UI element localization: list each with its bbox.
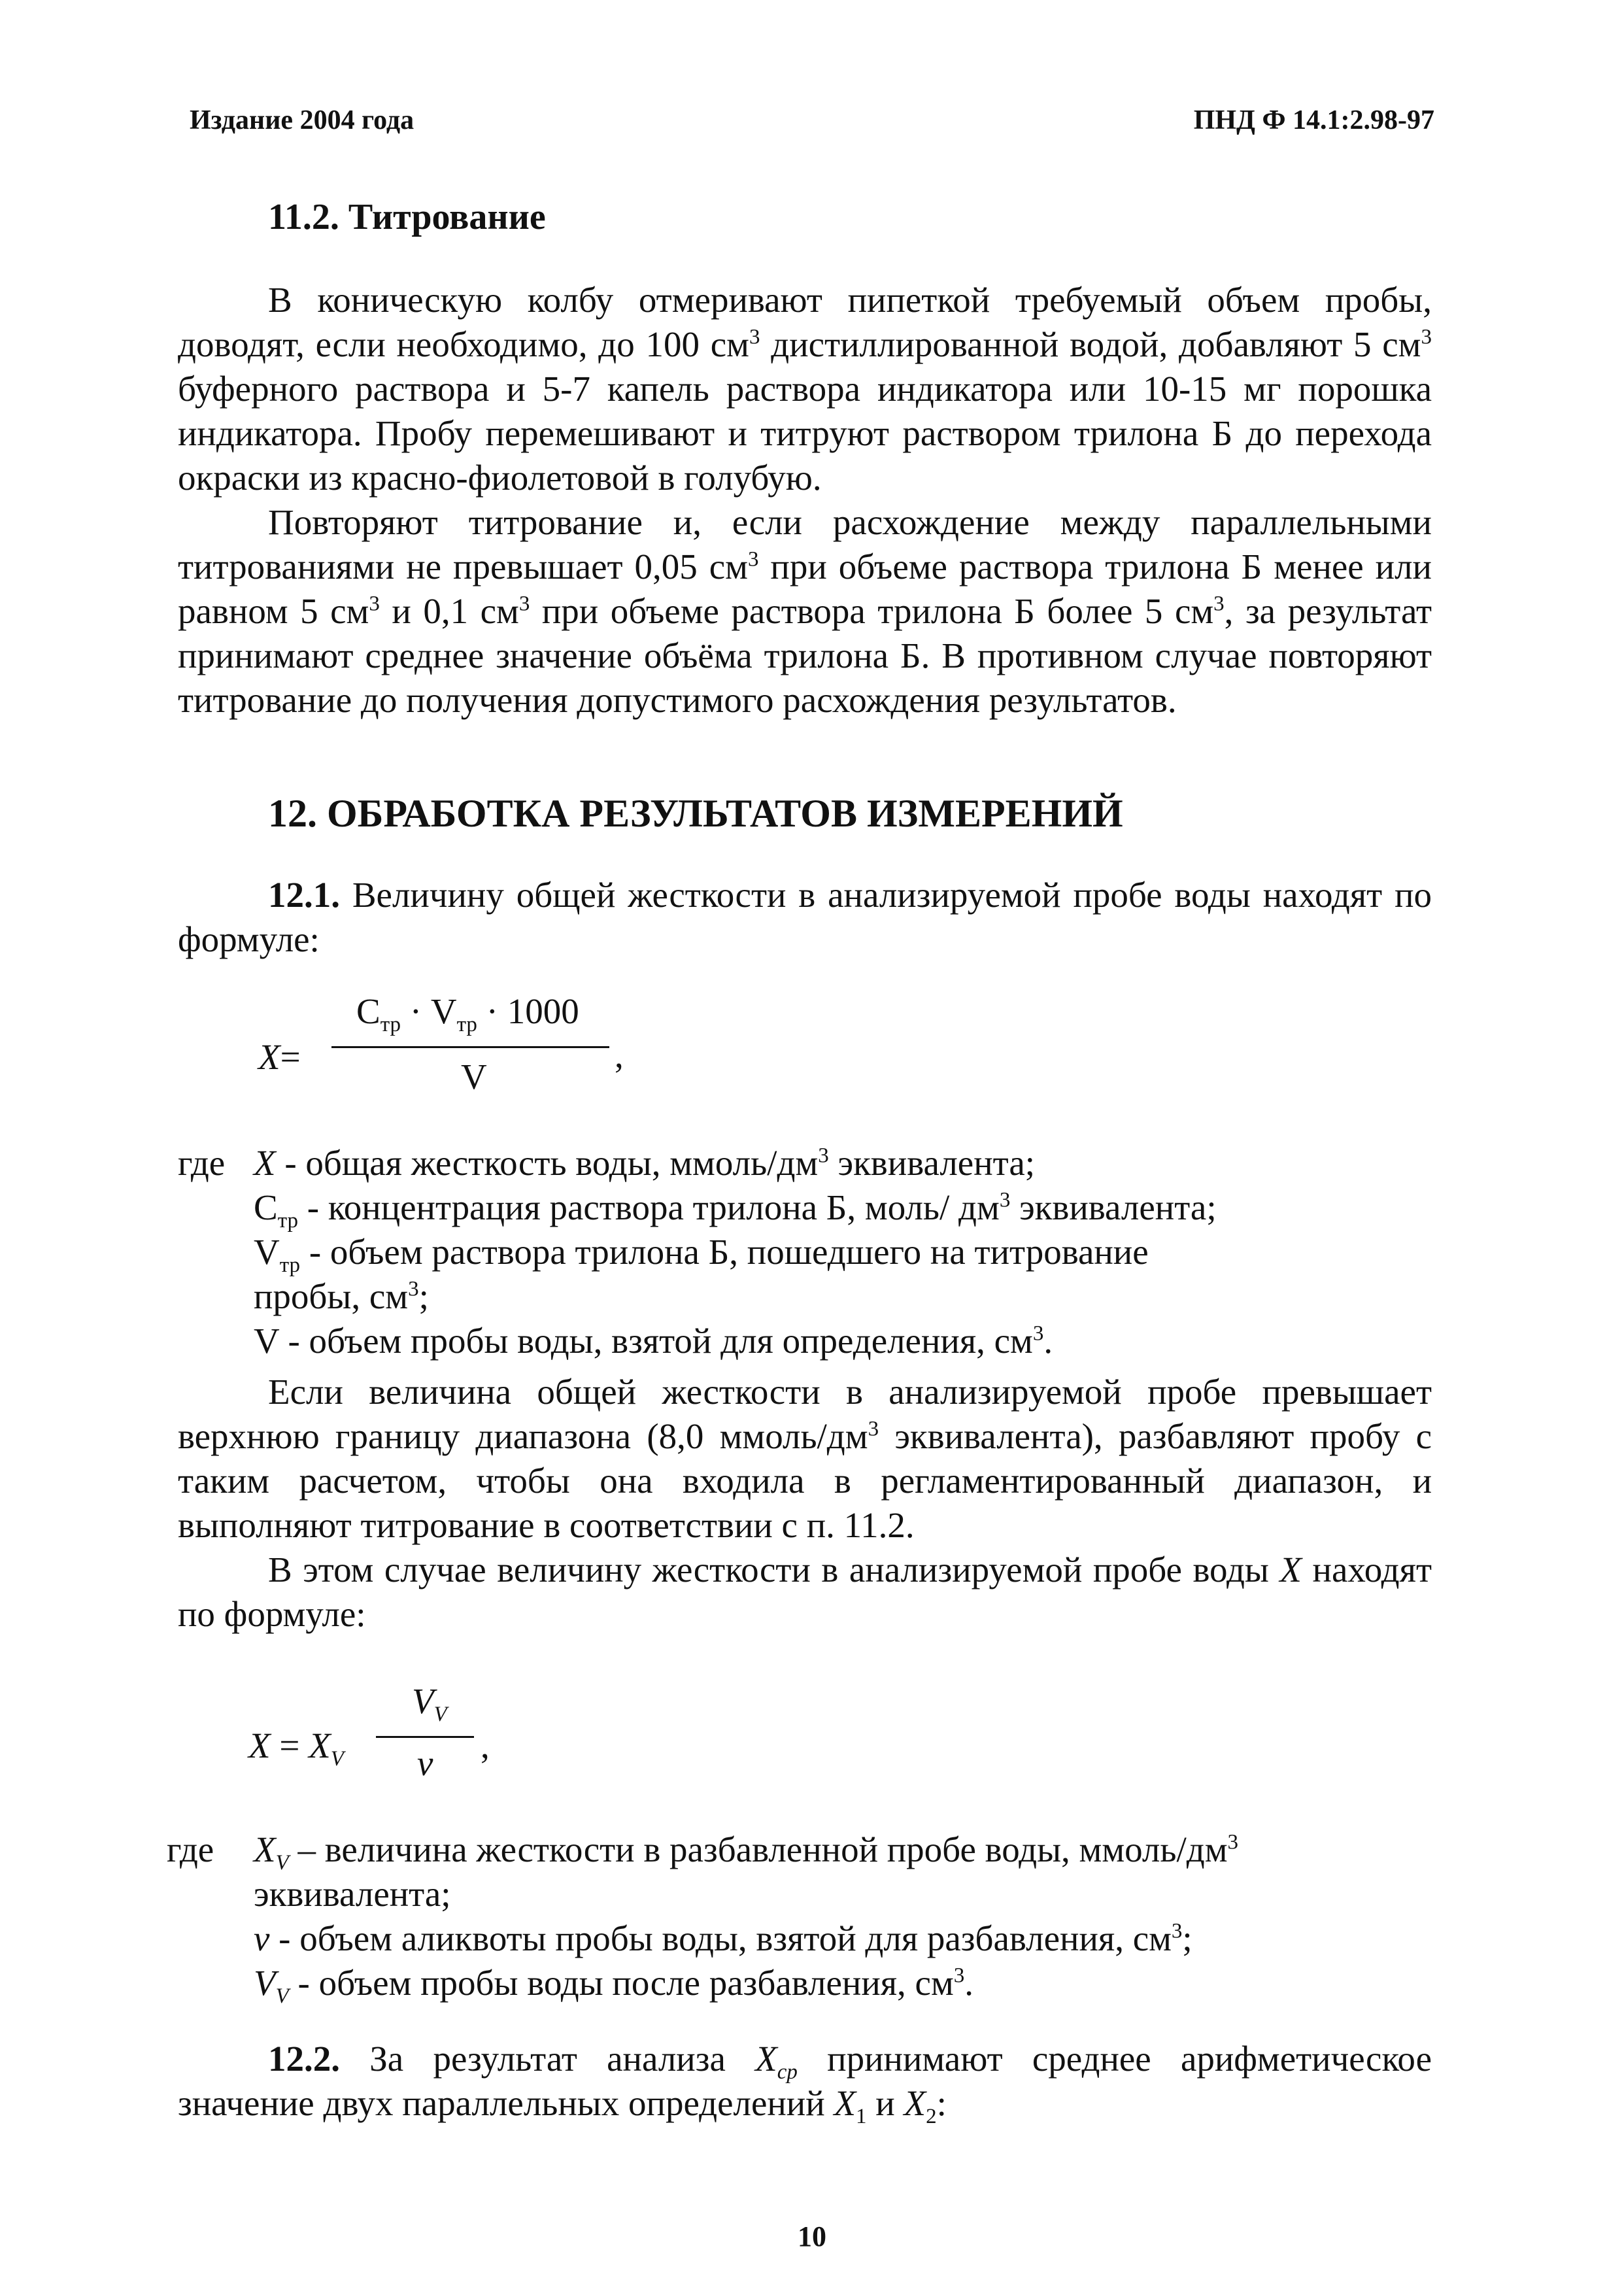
- def-ctr: $C_{тр}$ - концентрация раствора трилона Б, моль/ $дм^3$ эквивалента;: [254, 1187, 1217, 1232]
- clause-number-12-2: 12.2.: [268, 2039, 340, 2079]
- header-doc-code: ПНД Ф 14.1:2.98-97: [1193, 105, 1434, 135]
- where-label-2: где: [167, 1829, 214, 1869]
- def-xv-cont: эквивалента;: [254, 1874, 451, 1914]
- def-xv: $X_V$ – величина жесткости в разбавленной пробе воды, ммоль/$дм^3$: [254, 1829, 1239, 1875]
- formula-2-denominator: v: [417, 1743, 433, 1783]
- section-11-2-body: [178, 278, 1432, 722]
- formula-total-hardness: X= $C_{тр} \cdot V_{тр} \cdot 1000$ V ,: [258, 991, 624, 1096]
- formula-1-lhs: X=: [258, 1037, 301, 1077]
- section-12-title: 12. ОБРАБОТКА РЕЗУЛЬТАТОВ ИЗМЕРЕНИЙ: [268, 792, 1123, 835]
- definitions-formula-2: [254, 1828, 1430, 2008]
- page-number: 10: [798, 2220, 826, 2252]
- formula-1-numerator: $C_{тр} \cdot V_{тр} \cdot 1000$: [356, 991, 579, 1036]
- paragraph-12-2: 12.2. За результат анализа $X_{ср}$ принимают среднее арифметическое значение двух параллельных определений $X_1$ и $X_2$:: [178, 2039, 1432, 2128]
- def-x: X - общая жесткость воды, ммоль/$дм^3$ эквивалента;: [254, 1143, 1036, 1183]
- where-label-1: где: [178, 1143, 226, 1183]
- paragraph-dilution: Если величина общей жесткости в анализируемой пробе превышает верхнюю границу диапазона (8,0 ммоль/$дм^3$ эквивалента), разбавляют пробу с таким расчетом, чтобы она входила в регламентированный диапазон, и выполняют титрование в соответствии с п. 11.2. В этом случае величину жесткости в анализируемой пробе воды X находят по формуле:: [178, 1370, 1432, 1637]
- def-vv: $V_V$ - объем пробы воды после разбавления, $см^3$.: [254, 1963, 974, 2008]
- formula-2-fraction-bar: [376, 1736, 474, 1738]
- paragraph-titration-repeat: Повторяют титрование и, если расхождение между параллельными титрованиями не превышает 0,05 $см^3$ при объеме раствора трилона Б менее или равном 5 $см^3$ и 0,1 $см^3$ при объеме раствора трилона Б более 5 $см^3$, за результат принимают среднее значение объёма трилона Б. В противном случае повторяют титрование до получения допустимого расхождения результатов.: [178, 502, 1432, 720]
- definitions-formula-1: [254, 1141, 1430, 1363]
- def-v-aliquot: v - объем аликвоты пробы воды, взятой для разбавления, $см^3$;: [254, 1918, 1193, 1958]
- formula-2-lhs: $X = X_V$: [248, 1726, 344, 1771]
- formula-diluted-hardness: $X = X_V$ $V_V$ v ,: [248, 1681, 490, 1783]
- clause-number-12-1: 12.1.: [268, 875, 340, 915]
- def-vtr: $V_{тр}$ - объем раствора трилона Б, пошедшего на титрование: [254, 1232, 1149, 1277]
- def-vtr-cont: пробы, $см^3$;: [254, 1276, 429, 1316]
- section-11-2-title: 11.2. Титрование: [268, 197, 546, 237]
- paragraph-12-1: 12.1. Величину общей жесткости в анализируемой пробе воды находят по формуле:: [178, 875, 1432, 959]
- header-edition: Издание 2004 года: [190, 105, 414, 135]
- formula-1-denominator: V: [461, 1057, 487, 1096]
- formula-2-numerator: $V_V$: [412, 1681, 447, 1726]
- formula-1-fraction-bar: [331, 1046, 609, 1048]
- paragraph-dilution-case: В этом случае величину жесткости в анализируемой пробе воды X находят по формуле:: [178, 1550, 1432, 1634]
- paragraph-titration-procedure: В коническую колбу отмеривают пипеткой требуемый объем пробы, доводят, если необходимо, до 100 $см^3$ дистиллированной водой, добавляют 5 $см^3$ буферного раствора и 5-7 капель раствора индикатора или 10-15 мг порошка индикатора. Пробу перемешивают и титруют раствором трилона Б до перехода окраски из красно-фиолетовой в голубую.: [178, 280, 1432, 498]
- def-v: V - объем пробы воды, взятой для определения, $см^3$.: [254, 1321, 1053, 1361]
